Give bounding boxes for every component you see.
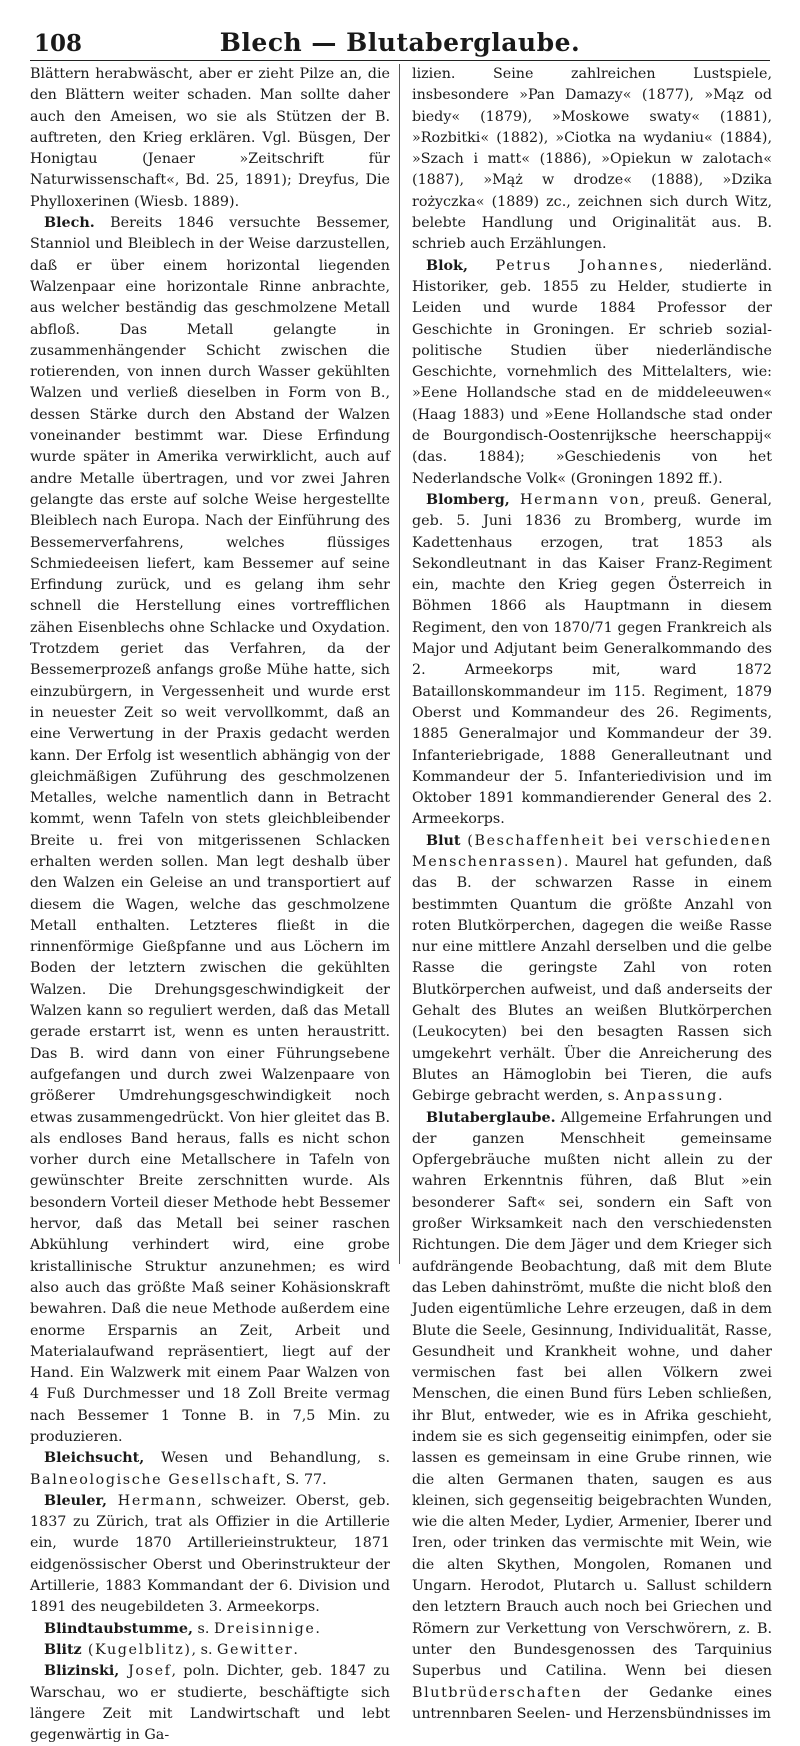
entry-blutaberglaube	[412, 1108, 772, 1726]
entry-text-bleichsucht-end: , S. 77.	[276, 1471, 327, 1488]
entry-blomberg	[412, 490, 772, 831]
entry-blindtaubstumme	[30, 1619, 390, 1640]
entry-end-blut: .	[717, 1088, 723, 1105]
entry-bleichsucht	[30, 1448, 390, 1491]
headword-blitz: Blitz	[44, 1641, 82, 1658]
subtitle-blitz: (Kugelblitz)	[81, 1641, 192, 1658]
page-number: 108	[34, 30, 83, 57]
entry-blizinski	[30, 1661, 390, 1746]
headword-bleuler: Bleuler,	[44, 1492, 108, 1509]
headword-blech: Blech.	[44, 215, 95, 232]
headword-blutaberglaube: Blutaberglaube.	[426, 1109, 556, 1126]
running-title: Blech — Blutaberglaube.	[219, 28, 581, 57]
entry-end-blitz: .	[293, 1641, 298, 1658]
entry-text-blindtaubstumme: s.	[192, 1620, 214, 1637]
continuation-paragraph: Blättern herabwäscht, aber er zieht Pilze an, die den Blättern weiter schaden. Man sollte daher auch den Ameisen, wo sie als Stützen der B. auftreten, den Krieg erklären. Vgl. Büsgen, Der Honigtau (Jenaer »Zeitschrift für Naturwissenschaft«, Bd. 25, 1891); Dreyfus, Die Phylloxerinen (Wiesb. 1889).	[30, 66, 390, 210]
entry-bleuler	[30, 1491, 390, 1619]
name-blok: Petrus Johannes	[467, 257, 659, 274]
headword-blut: Blut	[426, 832, 461, 849]
entry-blitz	[30, 1640, 390, 1661]
entry-blok	[412, 256, 772, 490]
entry-text-blutaberglaube: Allgemeine Erfahrungen und der ganzen Menschheit gemeinsame Opfergebräuche mußten nicht allein zu der wahren Erkenntnis führen, daß Blut »ein besonderer Saft« sei, sondern ein Saft von großer Wirksamkeit nach den verschiedensten Richtungen. Die dem Jäger und dem Krieger sich aufdrängende Beobachtung, daß mit dem Blute das Leben dahinströmt, mußte die nicht bloß den Juden eigentümliche Lehre erzeugen, daß in dem Blute die Seele, Gesinnung, Individualität, Rasse, Gesundheit und Krankheit wohne, und daher vermischen fast bei allen Völkern zwei Menschen, die einen Bund fürs Leben schließen, ihr Blut, entweder, wie es in Afrika geschieht, indem sie es sich gegenseitig einimpfen, oder sie lassen es gemeinsam in eine Grube rinnen, wie die alten Germanen thaten, saugen es aus kleinen, sich gegenseitig beigebrachten Wunden, wie die alten Meder, Lydier, Armenier, Iberer und Iren, oder trinken das vermischte mit Wein, wie die alten Skythen, Mongolen, Romanen und Ungarn. Herodot, Plutarch u. Sallust schildern den letztern Brauch auch noch bei Griechen und Römern zur Verkettung von Verschwörern, z. B. unter den Bundesgenossen des Tarquinius Superbus und Catilina. Wenn bei diesen	[412, 1109, 772, 1680]
entry-text-blomberg: , preuß. General, geb. 5. Juni 1836 zu Bromberg, wurde im Kadettenhaus erzogen, trat 1853 als Sekondleutnant in das Kaiser Franz-Regiment ein, machte den Krieg gegen Österreich in Böhmen 1866 als Hauptmann in diesem Regiment, den von 1870/71 gegen Frankreich als Major und Adjutant beim Generalkommando des 2. Armeekorps mit, ward 1872 Bataillonskommandeur im 115. Regiment, 1879 Oberst und Kommandeur des 26. Regiments, 1885 Generalmajor und Kommandeur der 39. Infanteriebrigade, 1888 Generalleutnant und Kommandeur der 5. Infanteriedivision und im Oktober 1891 kommandierender General des 2. Armeekorps.	[412, 491, 772, 828]
entry-blut	[412, 831, 772, 1108]
right-column	[412, 64, 772, 1722]
entry-blech	[30, 213, 390, 1448]
entry-text-blut: . Maurel hat gefunden, daß das B. der schwarzen Rasse in einem bestimmten Quantum die größte Anzahl von roten Blutkörperchen, dagegen die weiße Rasse nur eine mittlere Anzahl derselben und die gelbe Rasse die geringste Zahl von roten Blutkörperchen aufweist, und daß anderseits der Gehalt des Blutes an weißen Blutkörperchen (Leukocyten) bei den besagten Rassen sich umgekehrt verhält. Über die Anreicherung des Blutes an Hämoglobin bei Tieren, die aufs Gebirge gebracht werden, s.	[412, 853, 772, 1105]
cross-reference-blut: Anpassung	[624, 1088, 718, 1105]
name-blomberg: Hermann von	[509, 491, 641, 508]
page-header	[30, 14, 770, 61]
entry-text-blech: Bereits 1846 versuchte Bessemer, Stanniol und Bleiblech in der Weise darzustellen, daß er über einem horizontal liegenden Walzenpaar eine horizontale Rinne anbrachte, aus welcher beständig das geschmolzene Metall abfloß. Das Metall gelangte in zusammenhängender Schicht zwischen die rotierenden, von innen durch Wasser gekühlten Walzen und verließ dieselben in Form von B., dessen Stärke durch den Abstand der Walzen voneinander bestimmt war. Diese Erfindung wurde später in Amerika verwirklicht, auch auf andre Metalle übertragen, und vor zwei Jahren gelangte das erste auf solche Weise hergestellte Bleiblech nach Europa. Nach der Einführung des Bessemerverfahrens, welches flüssiges Schmiedeeisen liefert, kam Bessemer auf seine Erfindung zurück, und es gelang ihm sehr schnell die Herstellung eines vortrefflichen zähen Eisenblechs ohne Schlacke und Oxydation. Trotzdem geriet das Verfahren, da der Bessemerprozeß anfangs große Mühe hatte, sich einzubürgern, in Vergessenheit und wurde erst in neuester Zeit so weit vervollkommt, daß an eine Verwertung in der Praxis gedacht werden kann. Der Erfolg ist wesentlich abhängig von der gleichmäßigen Zuführung des geschmolzenen Metalles, welche namentlich dann in Betracht kommt, wenn Tafeln von stets gleichbleibender Breite u. frei von mitgerissenen Schlacken erhalten werden sollen. Man legt deshalb über den Walzen ein Geleise an und transportiert auf diesem die Wagen, welche das geschmolzene Metall enthalten. Letzteres fließt in die rinnenförmige Gießpfanne und aus Löchern im Boden der letztern zwischen die gekühlten Walzen. Die Drehungsgeschwindigkeit der Walzen kann so reguliert werden, daß das Metall gerade erstarrt ist, wenn es unten heraustritt. Das B. wird dann von einer Führungsebene aufgefangen und durch zwei Walzenpaare von größerer Umdrehungsgeschwindigkeit noch etwas zusammengedrückt. Von hier gleitet das B. als endloses Band heraus, falls es nicht schon vorher durch eine Metallschere in Tafeln von gewünschter Breite zerschnitten wurde. Als besondern Vorteil dieser Methode hebt Bessemer hervor, daß das Metall bei seiner raschen Abkühlung verhindert wird, eine grobe kristallinische Struktur anzunehmen; es wird also auch das größte Maß seiner Kohäsionskraft bewahren. Daß die neue Methode außerdem eine enorme Ersparnis an Zeit, Arbeit und Materialaufwand repräsentiert, liegt auf der Hand. Ein Walzwerk mit einem Paar Walzen von 4 Fuß Durchmesser und 18 Zoll Breite vermag nach Bessemer 1 Tonne B. in 7,5 Min. zu produzieren.	[30, 215, 390, 1445]
entry-text-blok: , niederländ. Historiker, geb. 1855 zu Helder, studierte in Leiden und wurde 1884 Professor der Geschichte in Groningen. Er schrieb sozial-politische Studien über niederländische Geschichte, vornehmlich des Mittelalters, wie: »Eene Hollandsche stad en de middeleeuwen« (Haag 1883) und »Eene Hollandsche stad onder de Bourgondisch-Oostenrijksche heerschappij« (das. 1884); »Geschiedenis von het Nederlandsche Volk« (Groningen 1892 ff.).	[412, 257, 772, 487]
subtitle-blut: (Beschaffenheit bei verschiedenen Menschenrassen)	[412, 832, 772, 870]
continuation-blizinski: lizien. Seine zahlreichen Lustspiele, insbesondere »Pan Damazy« (1877), »Mąz od biedy« (1879), »Moskowe swaty« (1881), »Rozbitki« (1882), »Ciotka na wydaniu« (1884), »Szach i matt« (1886), »Opiekun w zalotach« (1887), »Mąż w drodze« (1888), »Dzika rożyczka« (1889) zc., zeichnen sich durch Witz, belebte Handlung und Originalität aus. B. schrieb auch Erzählungen.	[412, 66, 772, 253]
column-divider	[399, 64, 400, 1264]
cross-reference-blindtaubstumme: Dreisinnige	[213, 1620, 316, 1637]
headword-bleichsucht: Bleichsucht,	[44, 1450, 145, 1467]
headword-blok: Blok,	[426, 257, 468, 274]
entry-text-bleichsucht: Wesen und Behandlung, s.	[144, 1450, 390, 1467]
cross-reference-bleichsucht: Balneologische Gesellschaft	[30, 1471, 277, 1488]
headword-blizinski: Blizinski,	[44, 1663, 120, 1680]
left-column	[30, 64, 391, 1744]
entry-text-blutaberglaube-end: der Gedanke eines untrennbaren Seelen- und Herzensbündnisses im	[412, 1684, 772, 1722]
name-bleuler: Hermann	[107, 1492, 198, 1509]
entry-text-blitz: , s.	[191, 1641, 218, 1658]
headword-blindtaubstumme: Blindtaubstumme,	[44, 1620, 193, 1637]
headword-blomberg: Blomberg,	[426, 491, 510, 508]
entry-end-blindtaubstumme: .	[315, 1620, 320, 1637]
entry-text-blizinski: , poln. Dichter, geb. 1847 zu Warschau, wo er studierte, beschäftigte sich längere Zeit mit Landwirtschaft und lebt gegenwärtig in Ga-	[30, 1663, 390, 1744]
entry-text-bleuler: , schweizer. Oberst, geb. 1837 zu Zürich, trat als Offizier in die Artillerie ein, wurde 1870 Artillerieinstrukteur, 1871 eidgenössischer Oberst und Oberinstrukteur der Artillerie, 1883 Kommandant der 6. Division und 1891 des neugebildeten 3. Armeekorps.	[30, 1492, 391, 1616]
cross-reference-blitz: Gewitter	[217, 1641, 294, 1658]
name-blizinski: Josef	[119, 1663, 172, 1680]
term-blutbruederschaften: Blutbrüderschaften	[412, 1684, 583, 1701]
